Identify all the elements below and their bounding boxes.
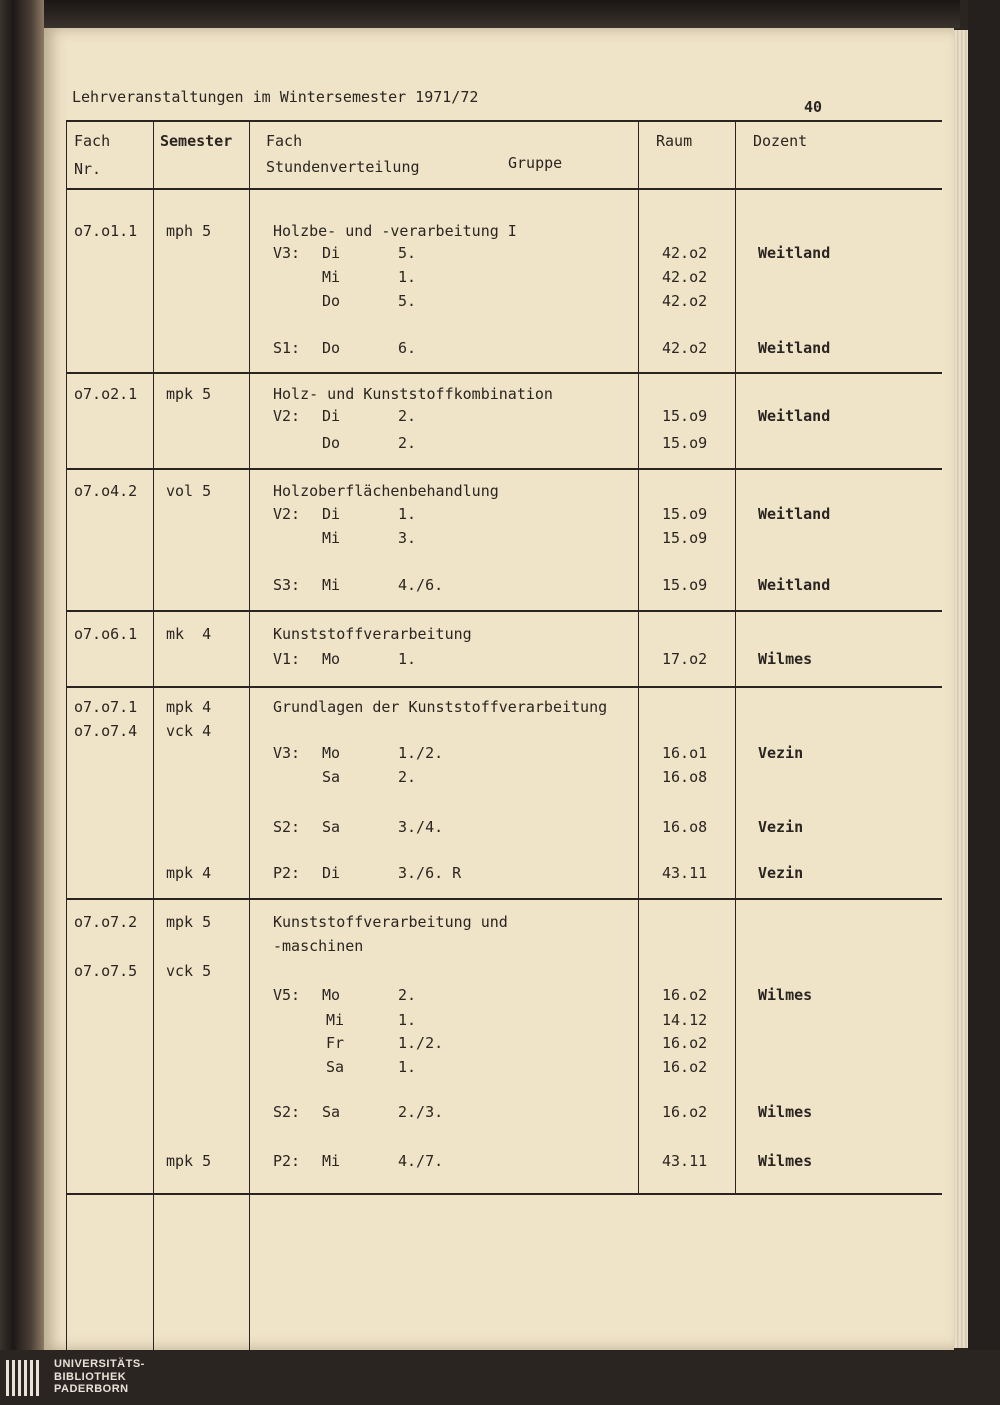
semester-code: mpk 5 (166, 1152, 212, 1170)
header-stundenverteilung: Stundenverteilung (266, 158, 420, 176)
session-day: Sa (322, 818, 341, 836)
session-type: S2: (273, 818, 301, 836)
page-stack-edge (954, 30, 968, 1348)
session-day: Do (322, 292, 341, 310)
session-lecturer: Vezin (758, 818, 804, 836)
session-day: Mi (322, 268, 341, 286)
session-room: 43.11 (662, 864, 708, 882)
session-group: 5. (398, 244, 417, 262)
course-title: Kunststoffverarbeitung und (273, 913, 508, 931)
semester-code: vol 5 (166, 482, 212, 500)
session-room: 15.o9 (662, 407, 708, 425)
session-group: 2. (398, 434, 417, 452)
logo-line-1: UNIVERSITÄTS- (54, 1358, 145, 1370)
header-bottom-rule (66, 188, 942, 190)
session-room: 43.11 (662, 1152, 708, 1170)
session-group: 1. (398, 1058, 417, 1076)
semester-code: vck 5 (166, 962, 212, 980)
semester-code: vck 4 (166, 722, 212, 740)
book-binding (0, 0, 44, 1350)
session-room: 14.12 (662, 1011, 708, 1029)
column-divider-3 (249, 120, 250, 1350)
header-raum: Raum (656, 132, 693, 150)
session-room: 16.o8 (662, 768, 708, 786)
session-type: P2: (273, 1152, 301, 1170)
header-semester: Semester (160, 132, 233, 150)
session-group: 4./7. (398, 1152, 444, 1170)
session-room: 42.o2 (662, 339, 708, 357)
document-page (44, 28, 954, 1350)
session-day: Fr (326, 1034, 345, 1052)
session-lecturer: Weitland (758, 576, 831, 594)
block-rule (66, 1193, 942, 1195)
session-group: 6. (398, 339, 417, 357)
course-title: Holzoberflächenbehandlung (273, 482, 499, 500)
session-group: 4./6. (398, 576, 444, 594)
session-day: Mi (326, 1011, 345, 1029)
semester-code: mpk 4 (166, 864, 212, 882)
session-type: V2: (273, 505, 301, 523)
semester-code: mpk 5 (166, 385, 212, 403)
session-group: 2. (398, 986, 417, 1004)
block-rule (66, 898, 942, 900)
session-group: 1./2. (398, 1034, 444, 1052)
session-lecturer: Weitland (758, 339, 831, 357)
semester-code: mpk 5 (166, 913, 212, 931)
session-type: V5: (273, 986, 301, 1004)
course-nr: o7.o7.4 (74, 722, 138, 740)
semester-code: mk 4 (166, 625, 212, 643)
session-room: 15.o9 (662, 576, 708, 594)
session-type: S1: (273, 339, 301, 357)
logo-line-2: BIBLIOTHEK (54, 1370, 127, 1383)
session-room: 42.o2 (662, 268, 708, 286)
session-group: 1. (398, 505, 417, 523)
session-group: 3. (398, 529, 417, 547)
library-logo-icon (6, 1358, 46, 1398)
session-day: Sa (322, 1103, 341, 1121)
header-fach: Fach (74, 132, 111, 150)
binder-top-edge (44, 0, 960, 28)
header-gruppe: Gruppe (508, 154, 563, 172)
session-group: 2. (398, 768, 417, 786)
session-day: Mo (322, 650, 341, 668)
session-day: Sa (322, 768, 341, 786)
header-fach-2: Fach (266, 132, 303, 150)
course-title-continued: -maschinen (273, 937, 364, 955)
session-type: P2: (273, 864, 301, 882)
course-nr: o7.o7.5 (74, 962, 138, 980)
session-group: 5. (398, 292, 417, 310)
session-day: Di (322, 505, 341, 523)
semester-code: mpk 4 (166, 698, 212, 716)
session-group: 1. (398, 650, 417, 668)
library-footer (0, 1350, 1000, 1405)
column-divider-4 (638, 120, 639, 1195)
session-day: Mi (322, 529, 341, 547)
course-title: Holz- und Kunststoffkombination (273, 385, 553, 403)
course-title: Grundlagen der Kunststoffverarbeitung (273, 698, 608, 716)
course-nr: o7.o7.2 (74, 913, 138, 931)
session-type: V2: (273, 407, 301, 425)
session-lecturer: Wilmes (758, 1103, 813, 1121)
session-room: 15.o9 (662, 505, 708, 523)
session-group: 1./2. (398, 744, 444, 762)
session-lecturer: Weitland (758, 244, 831, 262)
session-day: Di (322, 407, 341, 425)
session-room: 16.o8 (662, 818, 708, 836)
session-type: S3: (273, 576, 301, 594)
session-room: 15.o9 (662, 434, 708, 452)
session-lecturer: Wilmes (758, 986, 813, 1004)
session-room: 16.o2 (662, 1034, 708, 1052)
course-nr: o7.o6.1 (74, 625, 138, 643)
session-day: Do (322, 434, 341, 452)
session-room: 16.o2 (662, 1058, 708, 1076)
session-day: Sa (326, 1058, 345, 1076)
session-type: V1: (273, 650, 301, 668)
session-day: Mo (322, 744, 341, 762)
session-day: Di (322, 864, 341, 882)
session-group: 3./4. (398, 818, 444, 836)
block-rule (66, 610, 942, 612)
course-nr: o7.o1.1 (74, 222, 138, 240)
block-rule (66, 686, 942, 688)
session-day: Do (322, 339, 341, 357)
session-room: 42.o2 (662, 292, 708, 310)
session-room: 16.o2 (662, 1103, 708, 1121)
column-divider-2 (153, 120, 154, 1350)
session-day: Mi (322, 1152, 341, 1170)
session-type: V3: (273, 244, 301, 262)
session-room: 15.o9 (662, 529, 708, 547)
table-top-rule (66, 120, 942, 122)
session-lecturer: Vezin (758, 864, 804, 882)
page-heading: Lehrveranstaltungen im Wintersemester 1971/72 (72, 88, 479, 106)
course-title: Holzbe- und -verarbeitung I (273, 222, 517, 240)
session-room: 16.o1 (662, 744, 708, 762)
logo-line-3: PADERBORN (54, 1383, 129, 1395)
course-title: Kunststoffverarbeitung (273, 625, 472, 643)
page-number: 40 (804, 98, 823, 116)
session-day: Di (322, 244, 341, 262)
session-day: Mo (322, 986, 341, 1004)
session-room: 42.o2 (662, 244, 708, 262)
block-rule (66, 468, 942, 470)
library-logo-text (54, 1358, 145, 1396)
session-group: 3./6. R (398, 864, 462, 882)
semester-code: mph 5 (166, 222, 212, 240)
course-nr: o7.o4.2 (74, 482, 138, 500)
session-room: 17.o2 (662, 650, 708, 668)
session-group: 1. (398, 1011, 417, 1029)
session-lecturer: Vezin (758, 744, 804, 762)
session-lecturer: Wilmes (758, 650, 813, 668)
session-room: 16.o2 (662, 986, 708, 1004)
header-nr: Nr. (74, 160, 102, 178)
session-lecturer: Wilmes (758, 1152, 813, 1170)
block-rule (66, 372, 942, 374)
session-group: 2./3. (398, 1103, 444, 1121)
session-group: 2. (398, 407, 417, 425)
course-nr: o7.o7.1 (74, 698, 138, 716)
column-divider-5 (735, 120, 736, 1195)
course-nr: o7.o2.1 (74, 385, 138, 403)
header-dozent: Dozent (753, 132, 808, 150)
session-group: 1. (398, 268, 417, 286)
session-day: Mi (322, 576, 341, 594)
binder-right-edge (968, 0, 1000, 1350)
column-divider-1 (66, 120, 67, 1350)
session-type: S2: (273, 1103, 301, 1121)
session-lecturer: Weitland (758, 407, 831, 425)
session-type: V3: (273, 744, 301, 762)
session-lecturer: Weitland (758, 505, 831, 523)
